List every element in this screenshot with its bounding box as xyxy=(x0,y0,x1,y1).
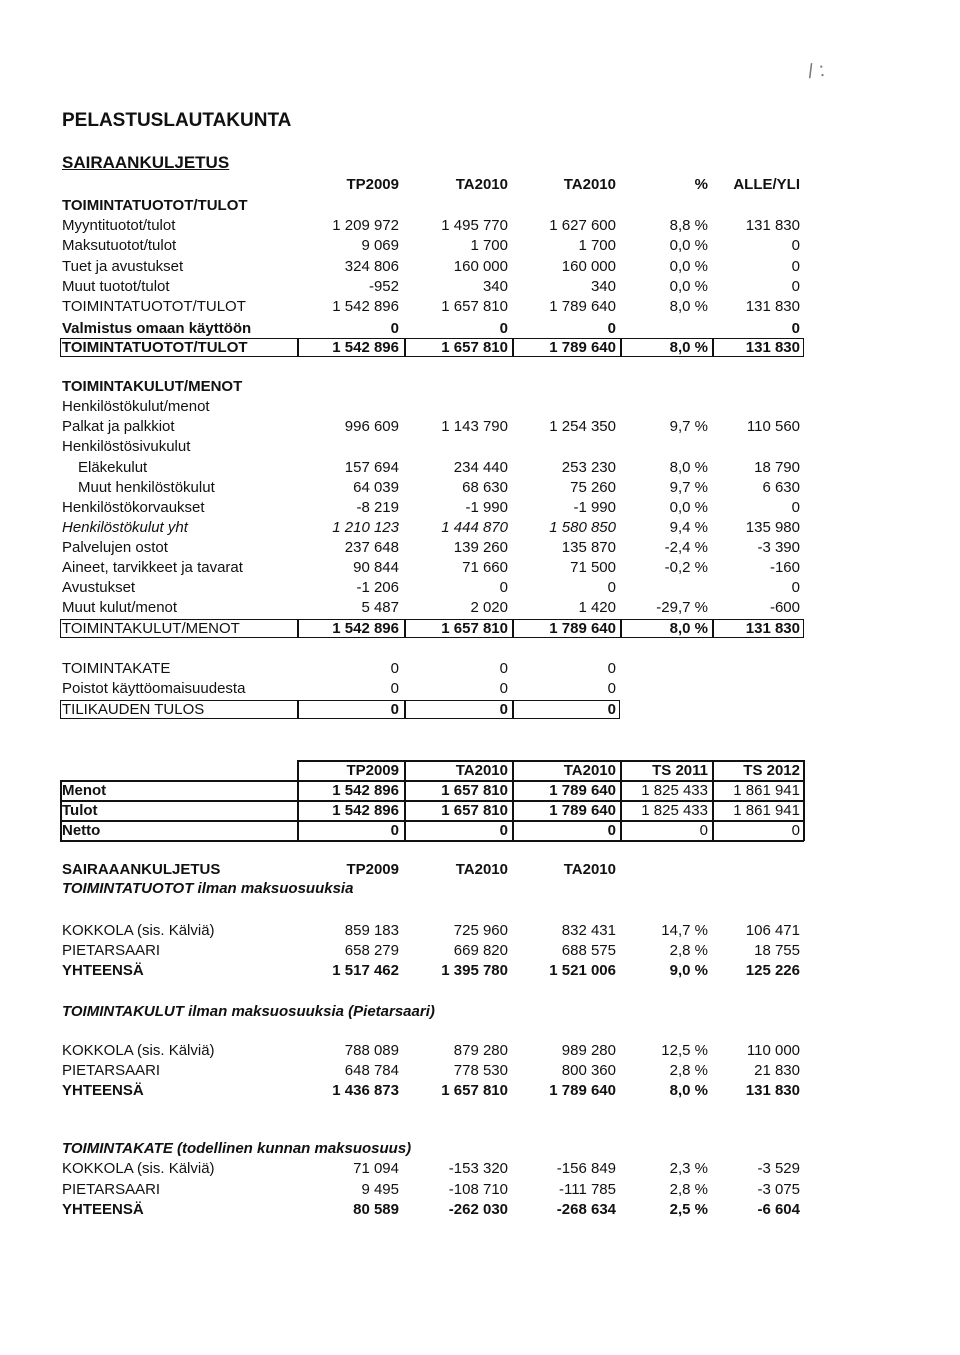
cell-alle-yli: 6 630 xyxy=(762,479,800,496)
row-label: Palvelujen ostot xyxy=(62,539,168,556)
summary-row xyxy=(0,802,960,820)
handwritten-mark: / : xyxy=(806,58,827,84)
cell-tp2009: 0 xyxy=(390,701,399,718)
cell-tp2009: 237 648 xyxy=(344,539,399,556)
cell-ta2010-b: 832 431 xyxy=(561,922,616,939)
table-row xyxy=(0,459,960,477)
table-row xyxy=(0,660,960,678)
cell-ta2010-b: 0 xyxy=(607,680,616,697)
cell-ta2010-a: -153 320 xyxy=(448,1160,508,1177)
section4-title: TOIMINTAKATE (todellinen kunnan maksuosuus) xyxy=(62,1140,412,1157)
row-label: Avustukset xyxy=(62,579,136,596)
cell-tp2009: 0 xyxy=(390,320,399,337)
header-tp2009: TP2009 xyxy=(346,176,399,193)
cell-ta2010-a: 2 020 xyxy=(470,599,508,616)
cell-alle-yli: 131 830 xyxy=(745,339,800,356)
cell-alle-yli: 0 xyxy=(791,579,800,596)
cell-percent: 12,5 % xyxy=(661,1042,708,1059)
cell-percent: 2,8 % xyxy=(669,1062,708,1079)
cell: 0 xyxy=(390,822,399,839)
cell-ta2010-a: 1 657 810 xyxy=(441,1082,508,1099)
cell-ta2010-b: -1 990 xyxy=(573,499,616,516)
row-label: Muut henkilöstökulut xyxy=(78,479,215,496)
cell-tp2009: 1 210 123 xyxy=(332,519,399,536)
cell-ta2010-b: 1 254 350 xyxy=(549,418,616,435)
cell-alle-yli: 0 xyxy=(791,499,800,516)
cell-tp2009: 324 806 xyxy=(344,258,399,275)
cell-percent: 0,0 % xyxy=(669,258,708,275)
tulos-total-row xyxy=(0,701,960,719)
section-subtitle: SAIRAANKULJETUS xyxy=(62,153,230,172)
kulut-subheading: Henkilöstökulut/menot xyxy=(62,398,210,415)
cell-alle-yli: 0 xyxy=(791,278,800,295)
row-label: PIETARSAARI xyxy=(62,1181,161,1198)
cell-ta2010-b: 0 xyxy=(607,701,616,718)
cell-alle-yli: 131 830 xyxy=(745,217,800,234)
row-label: YHTEENSÄ xyxy=(62,962,144,979)
cell-percent: 0,0 % xyxy=(669,278,708,295)
cell-tp2009: 996 609 xyxy=(344,418,399,435)
row-label: KOKKOLA (sis. Kälviä) xyxy=(62,922,215,939)
cell-ta2010-a: -108 710 xyxy=(448,1181,508,1198)
cell-percent: -29,7 % xyxy=(656,599,708,616)
cell-ta2010-b: -268 634 xyxy=(556,1201,616,1218)
cell-ta2010-a: 0 xyxy=(499,320,508,337)
cell-ta2010-a: 234 440 xyxy=(453,459,508,476)
row-label: Aineet, tarvikkeet ja tavarat xyxy=(62,559,243,576)
cell-ta2010-b: -156 849 xyxy=(556,1160,616,1177)
section2-title: TOIMINTATUOTOT ilman maksuosuuksia xyxy=(62,880,354,897)
table-row xyxy=(0,962,960,980)
cell: 1 657 810 xyxy=(441,782,508,799)
row-label: Tuet ja avustukset xyxy=(62,258,184,275)
cell-alle-yli: 131 830 xyxy=(745,298,800,315)
row-label: Muut kulut/menot xyxy=(62,599,178,616)
table-row xyxy=(0,438,960,456)
row-label: Palkat ja palkkiot xyxy=(62,418,175,435)
cell-percent: 0,0 % xyxy=(669,499,708,516)
cell-alle-yli: 0 xyxy=(791,320,800,337)
column-header-row xyxy=(0,176,960,194)
cell-alle-yli: 18 755 xyxy=(754,942,800,959)
table-row xyxy=(0,320,960,338)
cell-tp2009: -1 206 xyxy=(356,579,399,596)
cell-tp2009: 788 089 xyxy=(344,1042,399,1059)
cell: 1 542 896 xyxy=(332,802,399,819)
cell-alle-yli: -3 529 xyxy=(757,1160,800,1177)
cell-alle-yli: -600 xyxy=(769,599,800,616)
cell: 1 861 941 xyxy=(733,782,800,799)
cell-tp2009: 648 784 xyxy=(344,1062,399,1079)
cell-tp2009: 64 039 xyxy=(353,479,399,496)
cell-percent: 8,0 % xyxy=(669,620,708,637)
cell-alle-yli: 131 830 xyxy=(745,1082,800,1099)
cell-tp2009: 1 542 896 xyxy=(332,339,399,356)
cell: 1 542 896 xyxy=(332,782,399,799)
cell-alle-yli: 135 980 xyxy=(745,519,800,536)
cell-percent: 9,0 % xyxy=(669,962,708,979)
table-row xyxy=(0,559,960,577)
cell-ta2010-b: 1 420 xyxy=(578,599,616,616)
cell-ta2010-b: 1 580 850 xyxy=(549,519,616,536)
cell-ta2010-a: 1 657 810 xyxy=(441,620,508,637)
cell-tp2009: 0 xyxy=(390,680,399,697)
cell-tp2009: 0 xyxy=(390,660,399,677)
cell-percent: -0,2 % xyxy=(664,559,708,576)
cell-ta2010-a: 0 xyxy=(499,660,508,677)
row-label: Netto xyxy=(62,822,101,839)
cell-percent: 2,8 % xyxy=(669,942,708,959)
row-label: TILIKAUDEN TULOS xyxy=(62,701,205,718)
header-alle-yli: ALLE/YLI xyxy=(733,176,800,193)
summary-header: TA2010 xyxy=(455,762,508,779)
cell-percent: 8,0 % xyxy=(669,339,708,356)
cell-ta2010-b: 1 627 600 xyxy=(549,217,616,234)
cell-tp2009: 90 844 xyxy=(353,559,399,576)
cell-ta2010-a: 1 657 810 xyxy=(441,298,508,315)
cell-ta2010-a: 0 xyxy=(499,680,508,697)
table-row xyxy=(0,942,960,960)
cell-percent: 9,4 % xyxy=(669,519,708,536)
table-row xyxy=(0,298,960,316)
row-label: PIETARSAARI xyxy=(62,942,161,959)
cell-tp2009: 9 495 xyxy=(361,1181,399,1198)
table-row xyxy=(0,519,960,537)
cell-ta2010-a: 139 260 xyxy=(453,539,508,556)
cell-alle-yli: 21 830 xyxy=(754,1062,800,1079)
cell-ta2010-b: 340 xyxy=(590,278,616,295)
header-percent: % xyxy=(694,176,708,193)
row-label: Maksutuotot/tulot xyxy=(62,237,177,254)
row-label: Tulot xyxy=(62,802,98,819)
cell: 1 861 941 xyxy=(733,802,800,819)
row-label: YHTEENSÄ xyxy=(62,1082,144,1099)
header-ta2010-b: TA2010 xyxy=(563,176,616,193)
cell: 1 825 433 xyxy=(641,782,708,799)
cell-ta2010-a: 1 700 xyxy=(470,237,508,254)
cell-percent: 8,0 % xyxy=(669,298,708,315)
cell-ta2010-a: 778 530 xyxy=(453,1062,508,1079)
cell-ta2010-a: 879 280 xyxy=(453,1042,508,1059)
row-label: TOIMINTAKULUT/MENOT xyxy=(62,620,240,637)
cell-ta2010-b: 1 789 640 xyxy=(549,298,616,315)
table-row xyxy=(0,1181,960,1199)
row-label: TOIMINTATUOTOT/TULOT xyxy=(62,298,246,315)
cell-ta2010-b: 1 789 640 xyxy=(549,339,616,356)
cell-ta2010-a: -262 030 xyxy=(448,1201,508,1218)
table-row xyxy=(0,1042,960,1060)
cell-alle-yli: 131 830 xyxy=(745,620,800,637)
cell-percent: 0,0 % xyxy=(669,237,708,254)
summary-header: TS 2012 xyxy=(743,762,800,779)
cell-ta2010-a: 1 444 870 xyxy=(441,519,508,536)
cell-percent: 8,8 % xyxy=(669,217,708,234)
table-row xyxy=(0,278,960,296)
table-row xyxy=(0,1201,960,1219)
row-label: PIETARSAARI xyxy=(62,1062,161,1079)
cell-tp2009: 1 542 896 xyxy=(332,298,399,315)
cell-alle-yli: 0 xyxy=(791,258,800,275)
table-row xyxy=(0,579,960,597)
cell-percent: 9,7 % xyxy=(669,418,708,435)
cell-tp2009: -952 xyxy=(368,278,399,295)
cell-tp2009: 71 094 xyxy=(353,1160,399,1177)
cell-ta2010-b: 800 360 xyxy=(561,1062,616,1079)
cell-alle-yli: 125 226 xyxy=(745,962,800,979)
cell-tp2009: 1 436 873 xyxy=(332,1082,399,1099)
cell-ta2010-b: 135 870 xyxy=(561,539,616,556)
cell-ta2010-b: 253 230 xyxy=(561,459,616,476)
cell: 0 xyxy=(499,822,508,839)
tuotot-total-row xyxy=(0,339,960,357)
cell-alle-yli: 110 000 xyxy=(746,1042,800,1059)
row-label: Poistot käyttöomaisuudesta xyxy=(62,680,246,697)
cell: 0 xyxy=(791,822,800,839)
cell-ta2010-a: 0 xyxy=(499,701,508,718)
table-row xyxy=(0,922,960,940)
header-ta2010-a: TA2010 xyxy=(455,176,508,193)
header-tp2009: TP2009 xyxy=(346,861,399,878)
table-row xyxy=(0,479,960,497)
row-label: TOIMINTAKATE xyxy=(62,660,171,677)
cell-ta2010-b: -111 785 xyxy=(559,1181,616,1198)
cell-alle-yli: -3 075 xyxy=(757,1181,800,1198)
cell: 0 xyxy=(699,822,708,839)
table-row xyxy=(0,217,960,235)
summary-header-row xyxy=(0,762,960,780)
section2-header-row xyxy=(0,861,960,879)
summary-header: TA2010 xyxy=(563,762,616,779)
cell-ta2010-a: -1 990 xyxy=(465,499,508,516)
cell-alle-yli: 18 790 xyxy=(754,459,800,476)
cell-percent: -2,4 % xyxy=(664,539,708,556)
table-row xyxy=(0,1082,960,1100)
cell-tp2009: 9 069 xyxy=(361,237,399,254)
cell: 0 xyxy=(607,822,616,839)
row-label: KOKKOLA (sis. Kälviä) xyxy=(62,1042,215,1059)
header-ta2010-a: TA2010 xyxy=(455,861,508,878)
cell-ta2010-a: 71 660 xyxy=(462,559,508,576)
table-row xyxy=(0,1062,960,1080)
cell-ta2010-b: 1 521 006 xyxy=(549,962,616,979)
cell-ta2010-a: 1 657 810 xyxy=(441,339,508,356)
cell-ta2010-b: 160 000 xyxy=(561,258,616,275)
table-row xyxy=(0,258,960,276)
cell: 1 657 810 xyxy=(441,802,508,819)
kulut-heading: TOIMINTAKULUT/MENOT xyxy=(62,378,243,395)
table-row xyxy=(0,418,960,436)
row-label: Henkilöstösivukulut xyxy=(62,438,191,455)
cell-ta2010-b: 71 500 xyxy=(570,559,616,576)
cell-tp2009: 157 694 xyxy=(344,459,399,476)
page-title: PELASTUSLAUTAKUNTA xyxy=(62,110,292,131)
cell-alle-yli: 0 xyxy=(791,237,800,254)
cell-alle-yli: 110 560 xyxy=(746,418,800,435)
cell-ta2010-a: 1 143 790 xyxy=(441,418,508,435)
cell-percent: 2,3 % xyxy=(669,1160,708,1177)
row-label: YHTEENSÄ xyxy=(62,1201,144,1218)
cell-ta2010-a: 725 960 xyxy=(453,922,508,939)
summary-row xyxy=(0,782,960,800)
cell-alle-yli: -160 xyxy=(769,559,800,576)
cell-percent: 8,0 % xyxy=(669,459,708,476)
cell-ta2010-b: 75 260 xyxy=(570,479,616,496)
cell-percent: 14,7 % xyxy=(661,922,708,939)
cell-ta2010-b: 688 575 xyxy=(561,942,616,959)
cell-tp2009: 1 542 896 xyxy=(332,620,399,637)
row-label: Henkilöstökulut yht xyxy=(62,519,188,536)
cell-ta2010-b: 1 789 640 xyxy=(549,1082,616,1099)
kulut-total-row xyxy=(0,620,960,638)
cell-ta2010-b: 1 700 xyxy=(578,237,616,254)
cell-percent: 2,8 % xyxy=(669,1181,708,1198)
table-row xyxy=(0,539,960,557)
cell-tp2009: 1 517 462 xyxy=(332,962,399,979)
tuotot-heading: TOIMINTATUOTOT/TULOT xyxy=(62,197,248,214)
summary-row xyxy=(0,822,960,840)
cell-ta2010-a: 1 495 770 xyxy=(441,217,508,234)
cell-tp2009: 80 589 xyxy=(353,1201,399,1218)
summary-header: TS 2011 xyxy=(652,762,708,779)
cell-ta2010-a: 0 xyxy=(499,579,508,596)
cell-ta2010-a: 1 395 780 xyxy=(441,962,508,979)
row-label: Menot xyxy=(62,782,107,799)
table-row xyxy=(0,237,960,255)
cell: 1 789 640 xyxy=(549,782,616,799)
cell-tp2009: 5 487 xyxy=(361,599,399,616)
section2-label: SAIRAAANKULJETUS xyxy=(62,861,221,878)
cell-percent: 9,7 % xyxy=(669,479,708,496)
table-row xyxy=(0,1160,960,1178)
row-label: Valmistus omaan käyttöön xyxy=(62,320,252,337)
cell-tp2009: 1 209 972 xyxy=(332,217,399,234)
section3-title: TOIMINTAKULUT ilman maksuosuuksia (Pietarsaari) xyxy=(62,1003,435,1020)
cell-ta2010-b: 1 789 640 xyxy=(549,620,616,637)
row-label: Myyntituotot/tulot xyxy=(62,217,176,234)
cell-ta2010-b: 989 280 xyxy=(561,1042,616,1059)
cell-ta2010-a: 669 820 xyxy=(453,942,508,959)
row-label: Eläkekulut xyxy=(78,459,148,476)
cell-tp2009: -8 219 xyxy=(356,499,399,516)
cell-ta2010-b: 0 xyxy=(607,320,616,337)
cell-ta2010-a: 68 630 xyxy=(462,479,508,496)
cell-alle-yli: 106 471 xyxy=(745,922,800,939)
cell-tp2009: 658 279 xyxy=(344,942,399,959)
table-row xyxy=(0,499,960,517)
cell-ta2010-b: 0 xyxy=(607,579,616,596)
cell-tp2009: 859 183 xyxy=(344,922,399,939)
row-label: KOKKOLA (sis. Kälviä) xyxy=(62,1160,215,1177)
cell: 1 789 640 xyxy=(549,802,616,819)
header-ta2010-b: TA2010 xyxy=(563,861,616,878)
cell-ta2010-b: 0 xyxy=(607,660,616,677)
cell-ta2010-a: 340 xyxy=(482,278,508,295)
cell-alle-yli: -6 604 xyxy=(757,1201,800,1218)
table-row xyxy=(0,680,960,698)
row-label: TOIMINTATUOTOT/TULOT xyxy=(62,339,248,356)
row-label: Muut tuotot/tulot xyxy=(62,278,170,295)
row-label: Henkilöstökorvaukset xyxy=(62,499,205,516)
cell: 1 825 433 xyxy=(641,802,708,819)
cell-percent: 2,5 % xyxy=(669,1201,708,1218)
table-row xyxy=(0,599,960,617)
cell-alle-yli: -3 390 xyxy=(757,539,800,556)
summary-header: TP2009 xyxy=(346,762,399,779)
cell-ta2010-a: 160 000 xyxy=(453,258,508,275)
cell-percent: 8,0 % xyxy=(669,1082,708,1099)
